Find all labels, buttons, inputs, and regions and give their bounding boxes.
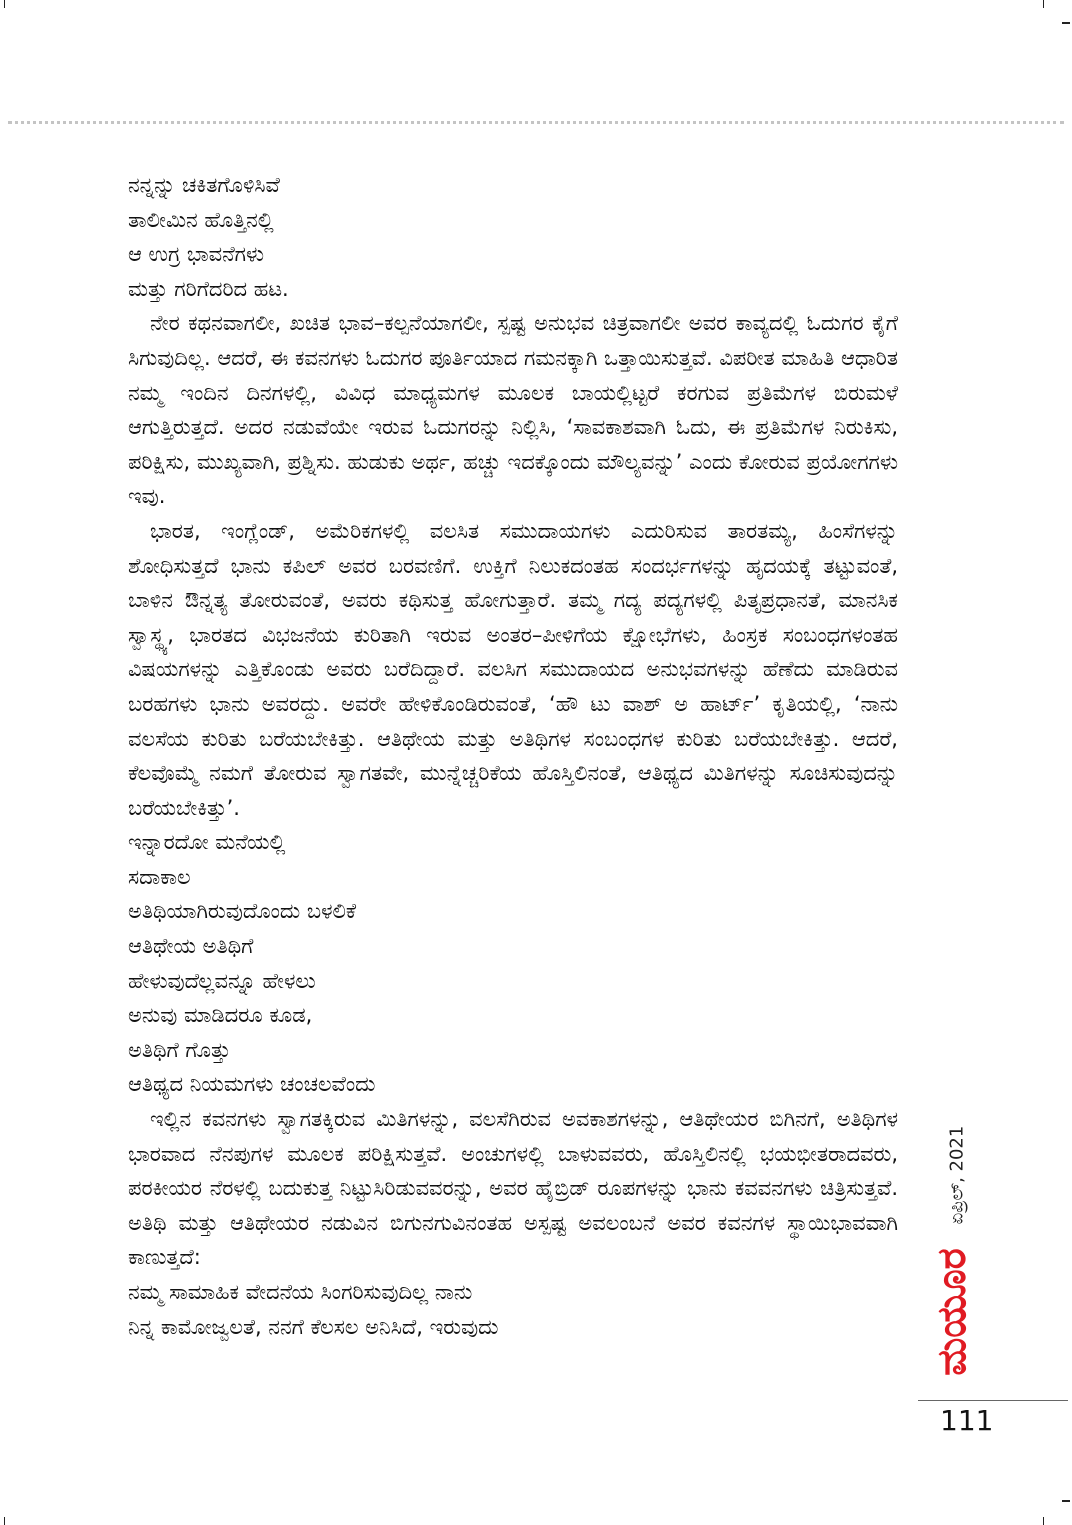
poem-excerpt-2 [128, 825, 898, 1102]
article-body [128, 168, 898, 1344]
crop-mark-top-right [1043, 0, 1044, 8]
page-number: 111 [940, 1404, 994, 1437]
verse-line: ಅತಿಥಿಯಾಗಿರುವುದೊಂದು ಬಳಲಿಕೆ [128, 899, 357, 924]
poem-excerpt-1 [128, 168, 898, 306]
poem-excerpt-3 [128, 1275, 898, 1344]
magazine-logo-text: ಮಯೂರ [929, 1248, 975, 1376]
crop-mark-top-left [4, 0, 5, 8]
header-dotted-rule [8, 121, 1064, 124]
verse-line: ಆತಿಥೇಯ ಅತಿಥಿಗೆ [128, 934, 254, 959]
issue-date [944, 1110, 970, 1240]
verse-line: ಅತಿಥಿಗೆ ಗೊತ್ತು [128, 1037, 231, 1062]
verse-line: ಹೇಳುವುದೆಲ್ಲವನ್ನೂ ಹೇಳಲು [128, 968, 316, 993]
crop-mark-bottom-right [1043, 1517, 1044, 1525]
body-paragraph-2: ಭಾರತ, ಇಂಗ್ಲೆಂಡ್, ಅಮೆರಿಕಗಳಲ್ಲಿ ವಲಸಿತ ಸಮುದಾಯಗಳು ಎದುರಿಸುವ ತಾರತಮ್ಯ, ಹಿಂಸೆಗಳನ್ನು ಶೋಧಿಸುತ್ತದೆ ಭಾನು ಕಪಿಲ್ ಅವರ ಬರವಣಿಗೆ. ಉಕ್ತಿಗೆ ನಿಲುಕದಂತಹ ಸಂದರ್ಭಗಳನ್ನು ಹೃದಯಕ್ಕೆ ತಟ್ಟುವಂತೆ, ಬಾಳಿನ ಔನ್ನತ್ಯ ತೋರುವಂತೆ, ಅವರು ಕಥಿಸುತ್ತ ಹೋಗುತ್ತಾರೆ. ತಮ್ಮ ಗದ್ಯ ಪದ್ಯಗಳಲ್ಲಿ ಪಿತೃಪ್ರಧಾನತೆ, ಮಾನಸಿಕ ಸ್ವಾಸ್ಥ್ಯ, ಭಾರತದ ವಿಭಜನೆಯ ಕುರಿತಾಗಿ ಇರುವ ಅಂತರ–ಪೀಳಿಗೆಯ ಕ್ಷೋಭೆಗಳು, ಹಿಂಸ್ರಕ ಸಂಬಂಧಗಳಂತಹ ವಿಷಯಗಳನ್ನು ಎತ್ತಿಕೊಂಡು ಅವರು ಬರೆದಿದ್ದಾರೆ. ವಲಸಿಗ ಸಮುದಾಯದ ಅನುಭವಗಳನ್ನು ಹೆಣೆದು ಮಾಡಿರುವ ಬರಹಗಳು ಭಾನು ಅವರದ್ದು. ಅವರೇ ಹೇಳಿಕೊಂಡಿರುವಂತೆ, ‘ಹೌ ಟು ವಾಶ್ ಅ ಹಾರ್ಟ್’ ಕೃತಿಯಲ್ಲಿ, ‘ನಾನು ವಲಸೆಯ ಕುರಿತು ಬರೆಯಬೇಕಿತ್ತು. ಆತಿಥೇಯ ಮತ್ತು ಅತಿಥಿಗಳ ಸಂಬಂಧಗಳ ಕುರಿತು ಬರೆಯಬೇಕಿತ್ತು. ಆದರೆ, ಕೆಲವೊಮ್ಮೆ ನಮಗೆ ತೋರುವ ಸ್ವಾಗತವೇ, ಮುನ್ನೆಚ್ಚರಿಕೆಯ ಹೊಸ್ತಿಲಿನಂತೆ, ಆತಿಥ್ಯದ ಮಿತಿಗಳನ್ನು ಸೂಚಿಸುವುದನ್ನು ಬರೆಯಬೇಕಿತ್ತು’. [128, 518, 898, 820]
verse-line: ಸದಾಕಾಲ [128, 864, 191, 889]
verse-line: ನಿನ್ನ ಕಾಮೋಜ್ವಲತೆ, ನನಗೆ ಕೆಲಸಲ ಅನಿಸಿದೆ, ಇರುವುದು [128, 1314, 499, 1339]
verse-line: ನಮ್ಮ ಸಾಮಾಹಿಕ ವೇದನೆಯ ಸಿಂಗರಿಸುವುದಿಲ್ಲ ನಾನು [128, 1280, 473, 1304]
verse-line: ನನ್ನನ್ನು ಚಕಿತಗೊಳಿಸಿವೆ [128, 173, 280, 197]
crop-mark-right-bottom [1062, 1500, 1070, 1502]
body-paragraph-1: ನೇರ ಕಥನವಾಗಲೀ, ಖಚಿತ ಭಾವ–ಕಲ್ಪನೆಯಾಗಲೀ, ಸ್ಪಷ್ಟ ಅನುಭವ ಚಿತ್ರವಾಗಲೀ ಅವರ ಕಾವ್ಯದಲ್ಲಿ ಓದುಗರ ಕೈಗೆ ಸಿಗುವುದಿಲ್ಲ. ಆದರೆ, ಈ ಕವನಗಳು ಓದುಗರ ಪೂರ್ತಿಯಾದ ಗಮನಕ್ಕಾಗಿ ಒತ್ತಾಯಿಸುತ್ತವೆ. ವಿಪರೀತ ಮಾಹಿತಿ ಆಧಾರಿತ ನಮ್ಮ ಇಂದಿನ ದಿನಗಳಲ್ಲಿ, ವಿವಿಧ ಮಾಧ್ಯಮಗಳ ಮೂಲಕ ಬಾಯಲ್ಲಿಟ್ಟರೆ ಕರಗುವ ಪ್ರತಿಮೆಗಳ ಬಿರುಮಳೆ ಆಗುತ್ತಿರುತ್ತದೆ. ಅದರ ನಡುವೆಯೇ ಇರುವ ಓದುಗರನ್ನು ನಿಲ್ಲಿಸಿ, ‘ಸಾವಕಾಶವಾಗಿ ಓದು, ಈ ಪ್ರತಿಮೆಗಳ ನಿರುಕಿಸು, ಪರಿಕ್ಷಿಸು, ಮುಖ್ಯವಾಗಿ, ಪ್ರಶ್ನಿಸು. ಹುಡುಕು ಅರ್ಥ, ಹಚ್ಚು ಇದಕ್ಕೊಂದು ಮೌಲ್ಯವನ್ನು’ ಎಂದು ಕೋರುವ ಪ್ರಯೋಗಗಳು ಇವು. [128, 311, 899, 509]
verse-line: ಇನ್ನಾರದೋ ಮನೆಯಲ್ಲಿ [128, 830, 286, 855]
crop-mark-bottom-left [4, 1517, 5, 1525]
crop-mark-right-top [1062, 22, 1070, 24]
magazine-logo [926, 1232, 978, 1392]
verse-line: ಆ ಉಗ್ರ ಭಾವನೆಗಳು [128, 242, 265, 267]
issue-date-text: ಏಪ್ರಿಲ್, 2021 [946, 1125, 968, 1225]
body-paragraph-3: ಇಲ್ಲಿನ ಕವನಗಳು ಸ್ವಾಗತಕ್ಕಿರುವ ಮಿತಿಗಳನ್ನು, ವಲಸೆಗಿರುವ ಅವಕಾಶಗಳನ್ನು, ಆತಿಥೇಯರ ಬಿಗಿನಗೆ, ಅತಿಥಿಗಳ ಭಾರವಾದ ನೆನಪುಗಳ ಮೂಲಕ ಪರಿಕ್ಷಿಸುತ್ತವೆ. ಅಂಚುಗಳಲ್ಲಿ ಬಾಳುವವರು, ಹೊಸ್ತಿಲಿನಲ್ಲಿ ಭಯಭೀತರಾದವರು, ಪರಕೀಯರ ನೆರಳಲ್ಲಿ ಬದುಕುತ್ತ ನಿಟ್ಟುಸಿರಿಡುವವರನ್ನು, ಅವರ ಹೈಬ್ರಿಡ್ ರೂಪಗಳನ್ನು ಭಾನು ಕವವನಗಳು ಚಿತ್ರಿಸುತ್ತವೆ. ಅತಿಥಿ ಮತ್ತು ಆತಿಥೇಯರ ನಡುವಿನ ಬಿಗುನಗುವಿನಂತಹ ಅಸ್ಪಷ್ಟ ಅವಲಂಬನೆ ಅವರ ಕವನಗಳ ಸ್ಥಾಯಿಭಾವವಾಗಿ ಕಾಣುತ್ತದೆ: [128, 1107, 898, 1270]
verse-line: ತಾಲೀಮಿನ ಹೊತ್ತಿನಲ್ಲಿ [128, 207, 274, 232]
verse-line: ಆತಿಥ್ಯದ ನಿಯಮಗಳು ಚಂಚಲವೆಂದು [128, 1072, 376, 1097]
folio-rule [918, 1400, 1068, 1401]
verse-line: ಮತ್ತು ಗರಿಗೆದರಿದ ಹಟ. [128, 276, 289, 301]
verse-line: ಅನುವು ಮಾಡಿದರೂ ಕೂಡ, [128, 1003, 313, 1028]
